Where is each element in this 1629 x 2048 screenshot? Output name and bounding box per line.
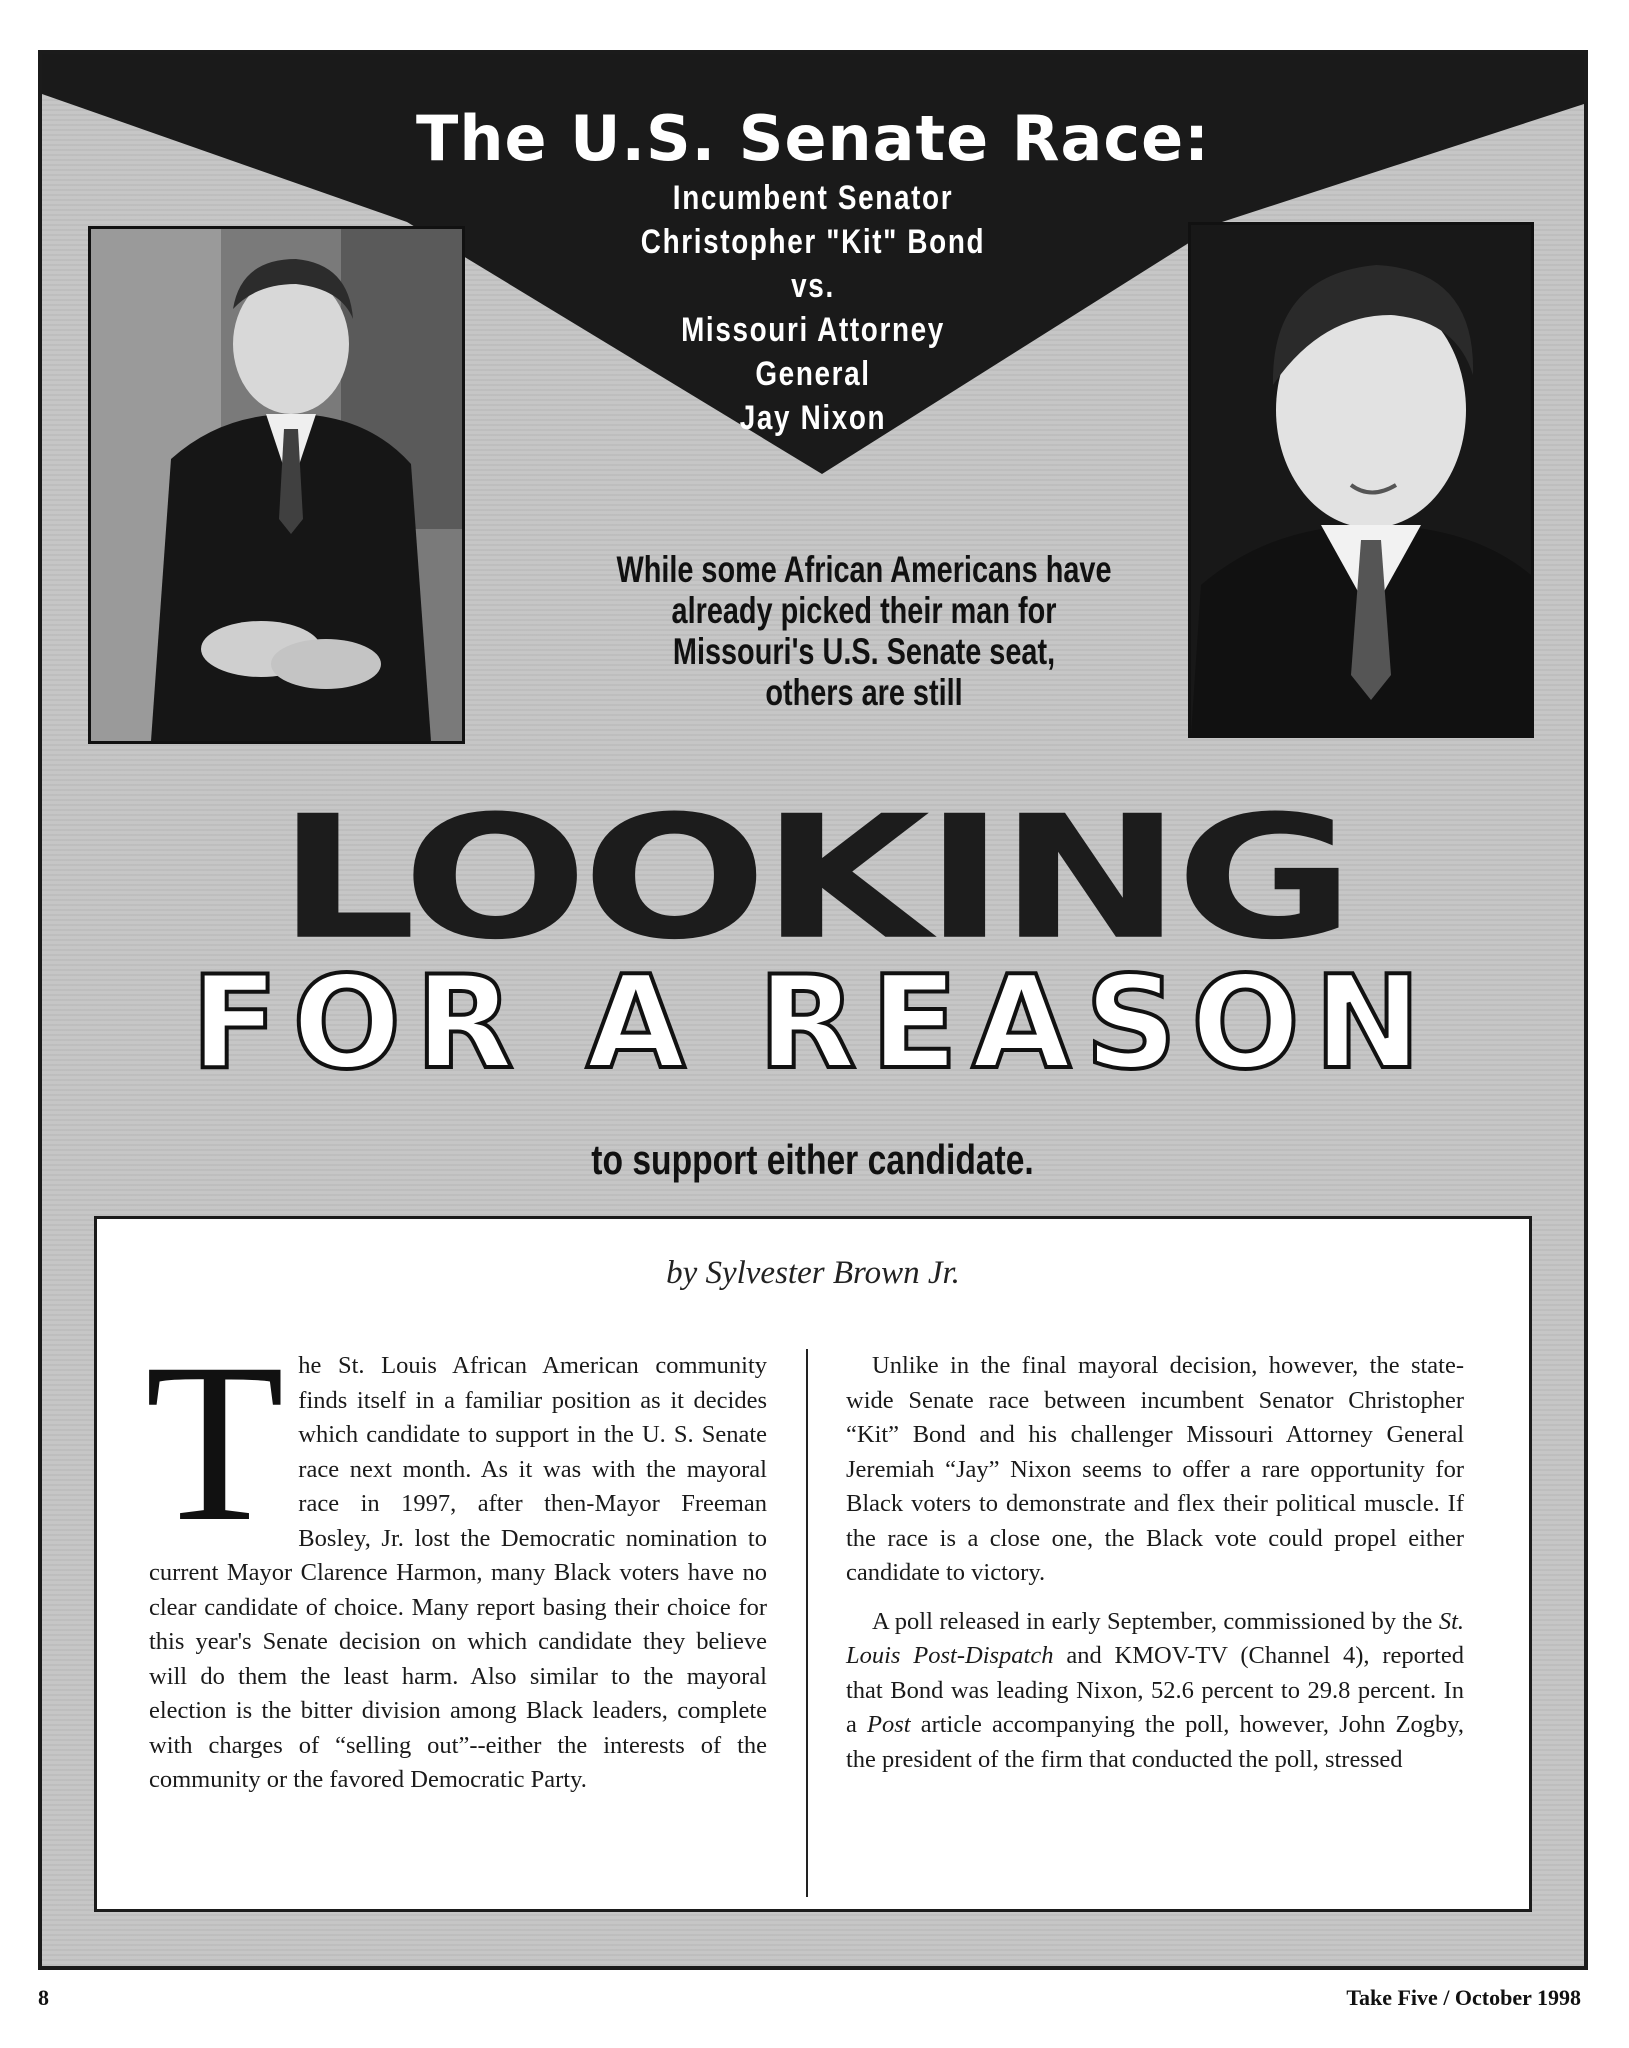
paragraph-text: he St. Louis African American community finds itself in a familiar position as it decides which candidate to support in the U. S. Senate race next month. As it was with the mayoral race in 1997, after then-Mayor Freeman Bosley, Jr. lost the Democratic nomination to current Mayor Clarence Harmon, many Black voters have no clear candidate of choice. Many report basing their choice for this year's Senate decision on which candidate they believe will do them the least harm. Also similar to the mayoral election is the bitter division among Black leaders, complete with charges of “selling out”--either the interests of the community or the favored Democratic Party. [149, 1352, 767, 1793]
paragraph-text: article accompanying the poll, however, John Zogby, the president of the firm that conducted the poll, stressed [846, 1711, 1465, 1773]
article-column-right [846, 1349, 1464, 1791]
subhead-line: Missouri Attorney [681, 311, 945, 349]
publication-name: Post [867, 1711, 911, 1738]
teaser-line: already picked their man for [671, 590, 1057, 631]
subhead-line: Jay Nixon [739, 399, 887, 437]
article-frame [38, 50, 1588, 1970]
title-tail [42, 1136, 1584, 1184]
subhead-line: General [755, 355, 871, 393]
article-column-left [145, 1317, 767, 1812]
teaser-line: While some African Americans have [616, 549, 1112, 590]
portrait-bond-figure [91, 229, 462, 741]
article-paragraph: Unlike in the final mayoral decision, however, the state-wide Senate race between incumbent Senator Christopher “Kit” Bond and his challenger Missouri Attorney General Jeremiah “Jay” Nixon seems to offer a rare opportunity for Black voters to demonstrate and flex their political muscle. If the race is a close one, the Black vote could propel either candidate to victory. [846, 1352, 1464, 1586]
drop-cap: T [145, 1317, 285, 1569]
page-title: The U.S. Senate Race: [416, 102, 1210, 175]
photo-bond [88, 226, 465, 744]
title-for-a-reason: FOR A REASON [190, 949, 1436, 1098]
paragraph-text: A poll released in early September, commissioned by the [872, 1607, 1439, 1635]
column-divider [806, 1349, 808, 1897]
subhead-line: vs. [791, 267, 835, 305]
publication-footer: Take Five / October 1998 [1346, 1985, 1581, 2010]
portrait-nixon-figure [1191, 225, 1531, 735]
publication-name: St. Louis Post-Dispatch [846, 1607, 1464, 1669]
article-paragraph [145, 1317, 767, 1798]
teaser-text [514, 549, 1214, 713]
byline: by Sylvester Brown Jr. [666, 1255, 960, 1291]
title-tail-text: to support either candidate. [591, 1136, 1035, 1183]
article-box [94, 1216, 1532, 1912]
title-looking: LOOKING [277, 779, 1349, 978]
subheadline [513, 176, 1113, 440]
paragraph-text: and KMOV-TV (Channel 4), reported that Bond was leading Nixon, 52.6 percent to 29.8 percent. In a [846, 1642, 1464, 1738]
page-number: 8 [38, 1985, 49, 2010]
teaser-line: Missouri's U.S. Senate seat, [672, 631, 1056, 672]
article-paragraph [846, 1605, 1464, 1778]
teaser-line: others are still [765, 672, 963, 713]
subhead-line: Incumbent Senator [672, 179, 954, 217]
photo-nixon [1188, 222, 1534, 738]
subhead-line: Christopher "Kit" Bond [640, 223, 986, 261]
